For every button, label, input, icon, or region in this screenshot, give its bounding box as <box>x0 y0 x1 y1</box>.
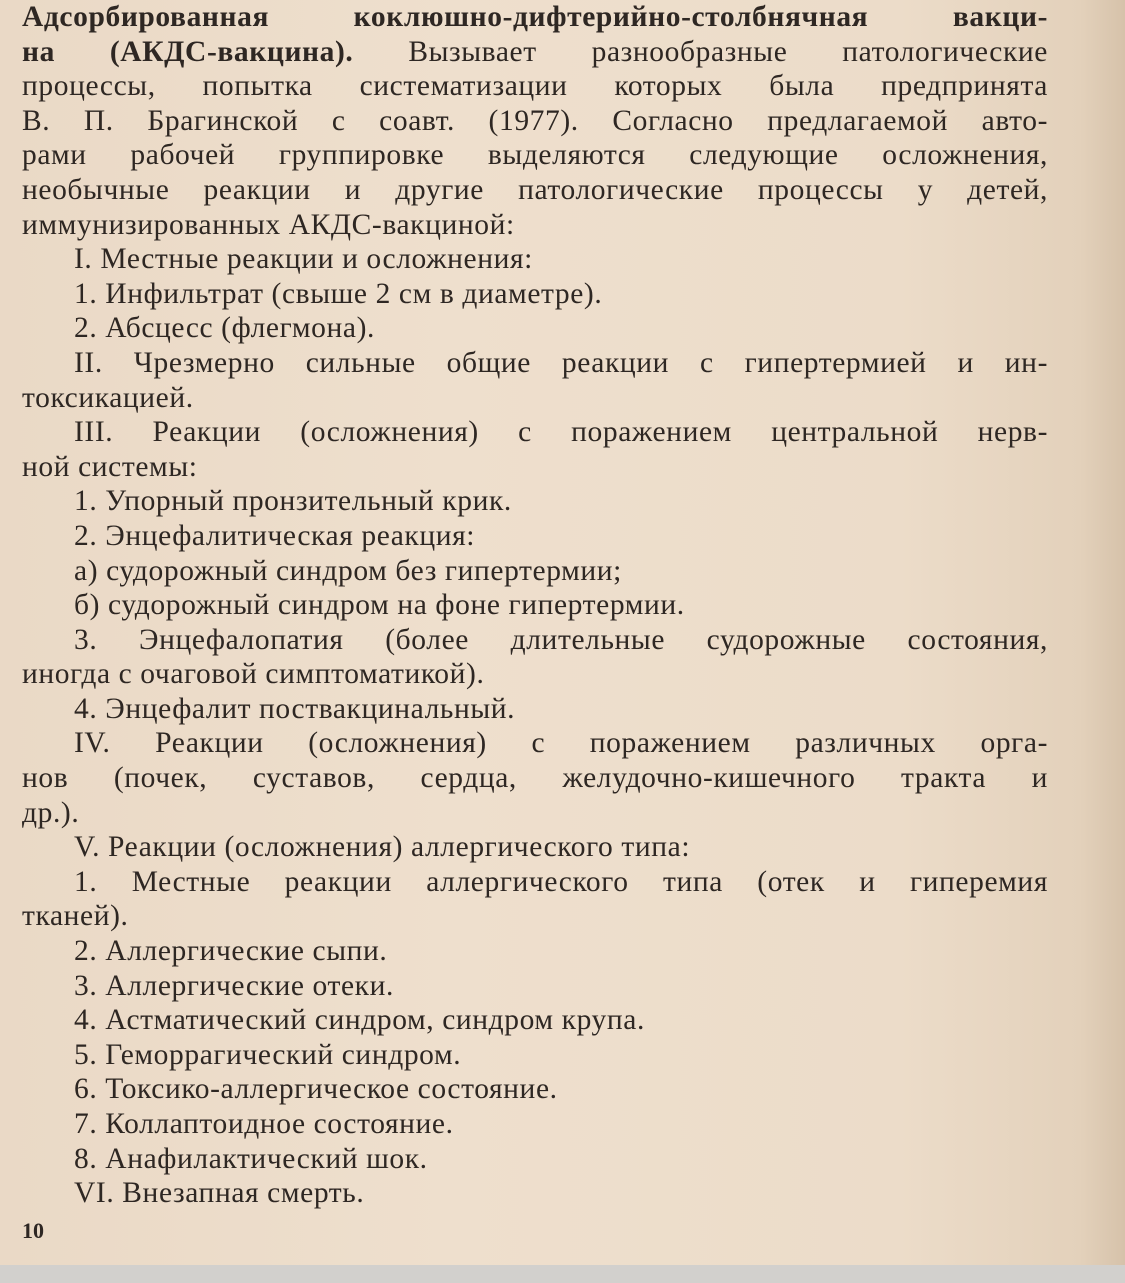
text-line-6: необычные реакции и другие патологические процессы у детей, <box>22 173 1048 206</box>
list-item: 3. Аллергические отеки. <box>74 969 394 1002</box>
list-item: 5. Геморрагический синдром. <box>74 1038 462 1071</box>
list-subitem: а) судорожный синдром без гипертермии; <box>74 554 622 587</box>
list-subitem: б) судорожный синдром на фоне гипертермии. <box>74 589 685 622</box>
text-line-5: рами рабочей группировке выделяются следующие осложнения, <box>22 139 1048 172</box>
section-2-heading-cont: токсикацией. <box>22 381 194 414</box>
list-item: 2. Энцефалитическая реакция: <box>74 519 476 552</box>
list-item: 1. Упорный пронзительный крик. <box>74 485 512 518</box>
list-item: 3. Энцефалопатия (более длительные судорожные состояния, <box>74 623 1048 656</box>
list-item: 1. Инфильтрат (свыше 2 см в диаметре). <box>74 277 603 310</box>
page-number: 10 <box>22 1218 44 1243</box>
list-item: 2. Абсцесс (флегмона). <box>74 312 376 345</box>
text-line-7: иммунизированных АКДС-вакциной: <box>22 208 515 241</box>
text-line-4: В. П. Брагинской с соавт. (1977). Согласно предлагаемой авто- <box>22 104 1048 137</box>
list-item: 8. Анафилактический шок. <box>74 1142 428 1175</box>
list-item: 2. Аллергические сыпи. <box>74 935 388 968</box>
section-2-heading: II. Чрезмерно сильные общие реакции с гипертермией и ин- <box>74 346 1048 379</box>
section-1-heading: I. Местные реакции и осложнения: <box>74 243 533 276</box>
section-4-heading-cont: нов (почек, суставов, сердца, желудочно-кишечного тракта и <box>22 762 1048 795</box>
list-item: 6. Токсико-аллергическое состояние. <box>74 1073 558 1106</box>
list-item: 4. Астматический синдром, синдром крупа. <box>74 1004 645 1037</box>
section-5-heading: V. Реакции (осложнения) аллергического типа: <box>74 831 691 864</box>
heading-line-2 <box>22 35 1048 70</box>
page-text <box>22 0 1048 1211</box>
list-item: 1. Местные реакции аллергического типа (отек и гиперемия <box>74 865 1048 898</box>
bottom-edge <box>0 1265 1125 1283</box>
section-4-heading: IV. Реакции (осложнения) с поражением различных орга- <box>74 727 1048 760</box>
heading-line-1: Адсорбированная коклюшно-дифтерийно-столбнячная вакци- <box>22 1 1048 33</box>
section-6-heading: VI. Внезапная смерть. <box>74 1177 365 1210</box>
list-item: 7. Коллаптоидное состояние. <box>74 1108 454 1140</box>
section-3-heading-cont: ной системы: <box>22 450 198 483</box>
text-line-2-rest: Вызывает разнообразные патологические <box>408 35 1048 68</box>
list-item-cont: тканей). <box>22 900 129 933</box>
list-item: 4. Энцефалит поствакцинальный. <box>74 692 516 725</box>
text-line-3: процессы, попытка систематизации которых была предпринята <box>22 70 1048 103</box>
section-4-heading-end: др.). <box>22 796 80 829</box>
list-item-cont: иногда с очаговой симптоматикой). <box>22 658 485 691</box>
heading-vaccine-name: на (АКДС-вакцина). <box>22 35 354 68</box>
section-3-heading: III. Реакции (осложнения) с поражением центральной нерв- <box>74 416 1048 449</box>
